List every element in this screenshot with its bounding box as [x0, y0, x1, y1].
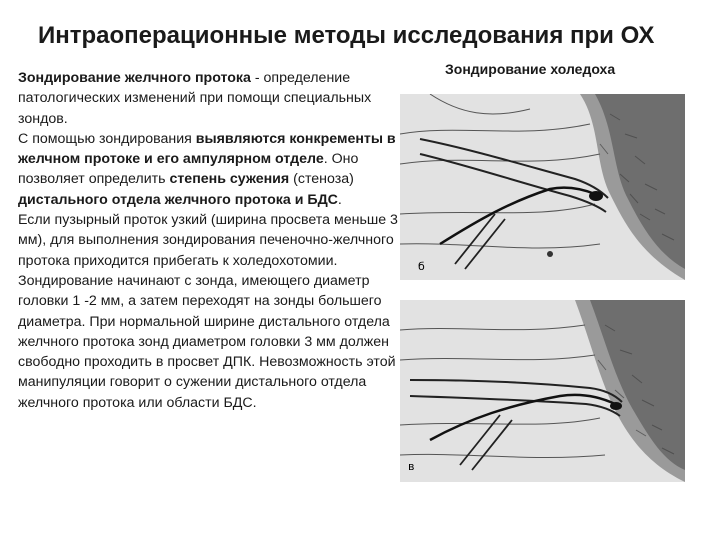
purpose-mid: . Оно позволяет определить	[18, 151, 359, 188]
figure-choledochus-probing-v	[400, 300, 685, 482]
figure-choledochus-probing-b	[400, 94, 685, 280]
body-text	[18, 68, 403, 413]
figure-heading: Зондирование холедоха	[445, 61, 616, 77]
figure-label-b: б	[418, 260, 425, 273]
slide-title: Интраоперационные методы исследования при ОХ	[38, 22, 655, 49]
probing-definition: - определение патологических изменений при помощи специальных зондов.	[18, 70, 372, 127]
illustration-v	[400, 300, 685, 482]
purpose-distal-duct: дистального отдела желчного протока и БДС	[18, 191, 338, 208]
paragraph-probing-purpose	[18, 129, 403, 210]
term-probing: Зондирование желчного протока	[18, 70, 251, 86]
figure-label-v: в	[408, 460, 415, 473]
paragraph-probing-technique: Если пузырный проток узкий (ширина просвета меньше 3 мм), для выполнения зондирования печеночно-желчного протока приходится прибегать к холедохотомии. Зондирование начинают с зонда, имеющего диаметр головки 1 -2 мм, а затем переходят на зонды большего диаметра. При нормальной ширине дистального отдела желчного протока зонд диаметром головки 3 мм должен свободно проходить в просвет ДПК. Невозможность этой манипуляции говорит о сужении дистального отдела желчного протока или области БДС.	[18, 212, 398, 411]
purpose-stenosis-degree: степень сужения	[169, 171, 290, 188]
purpose-stenosis-note: (стеноза)	[289, 171, 354, 188]
illustration-b	[400, 94, 685, 280]
paragraph-probing-definition	[18, 68, 403, 129]
purpose-end: .	[337, 191, 342, 208]
purpose-stones: выявляются конкременты в желчном протоке и его ампулярном отделе	[18, 130, 396, 168]
purpose-intro: С помощью зондирования	[18, 130, 196, 147]
